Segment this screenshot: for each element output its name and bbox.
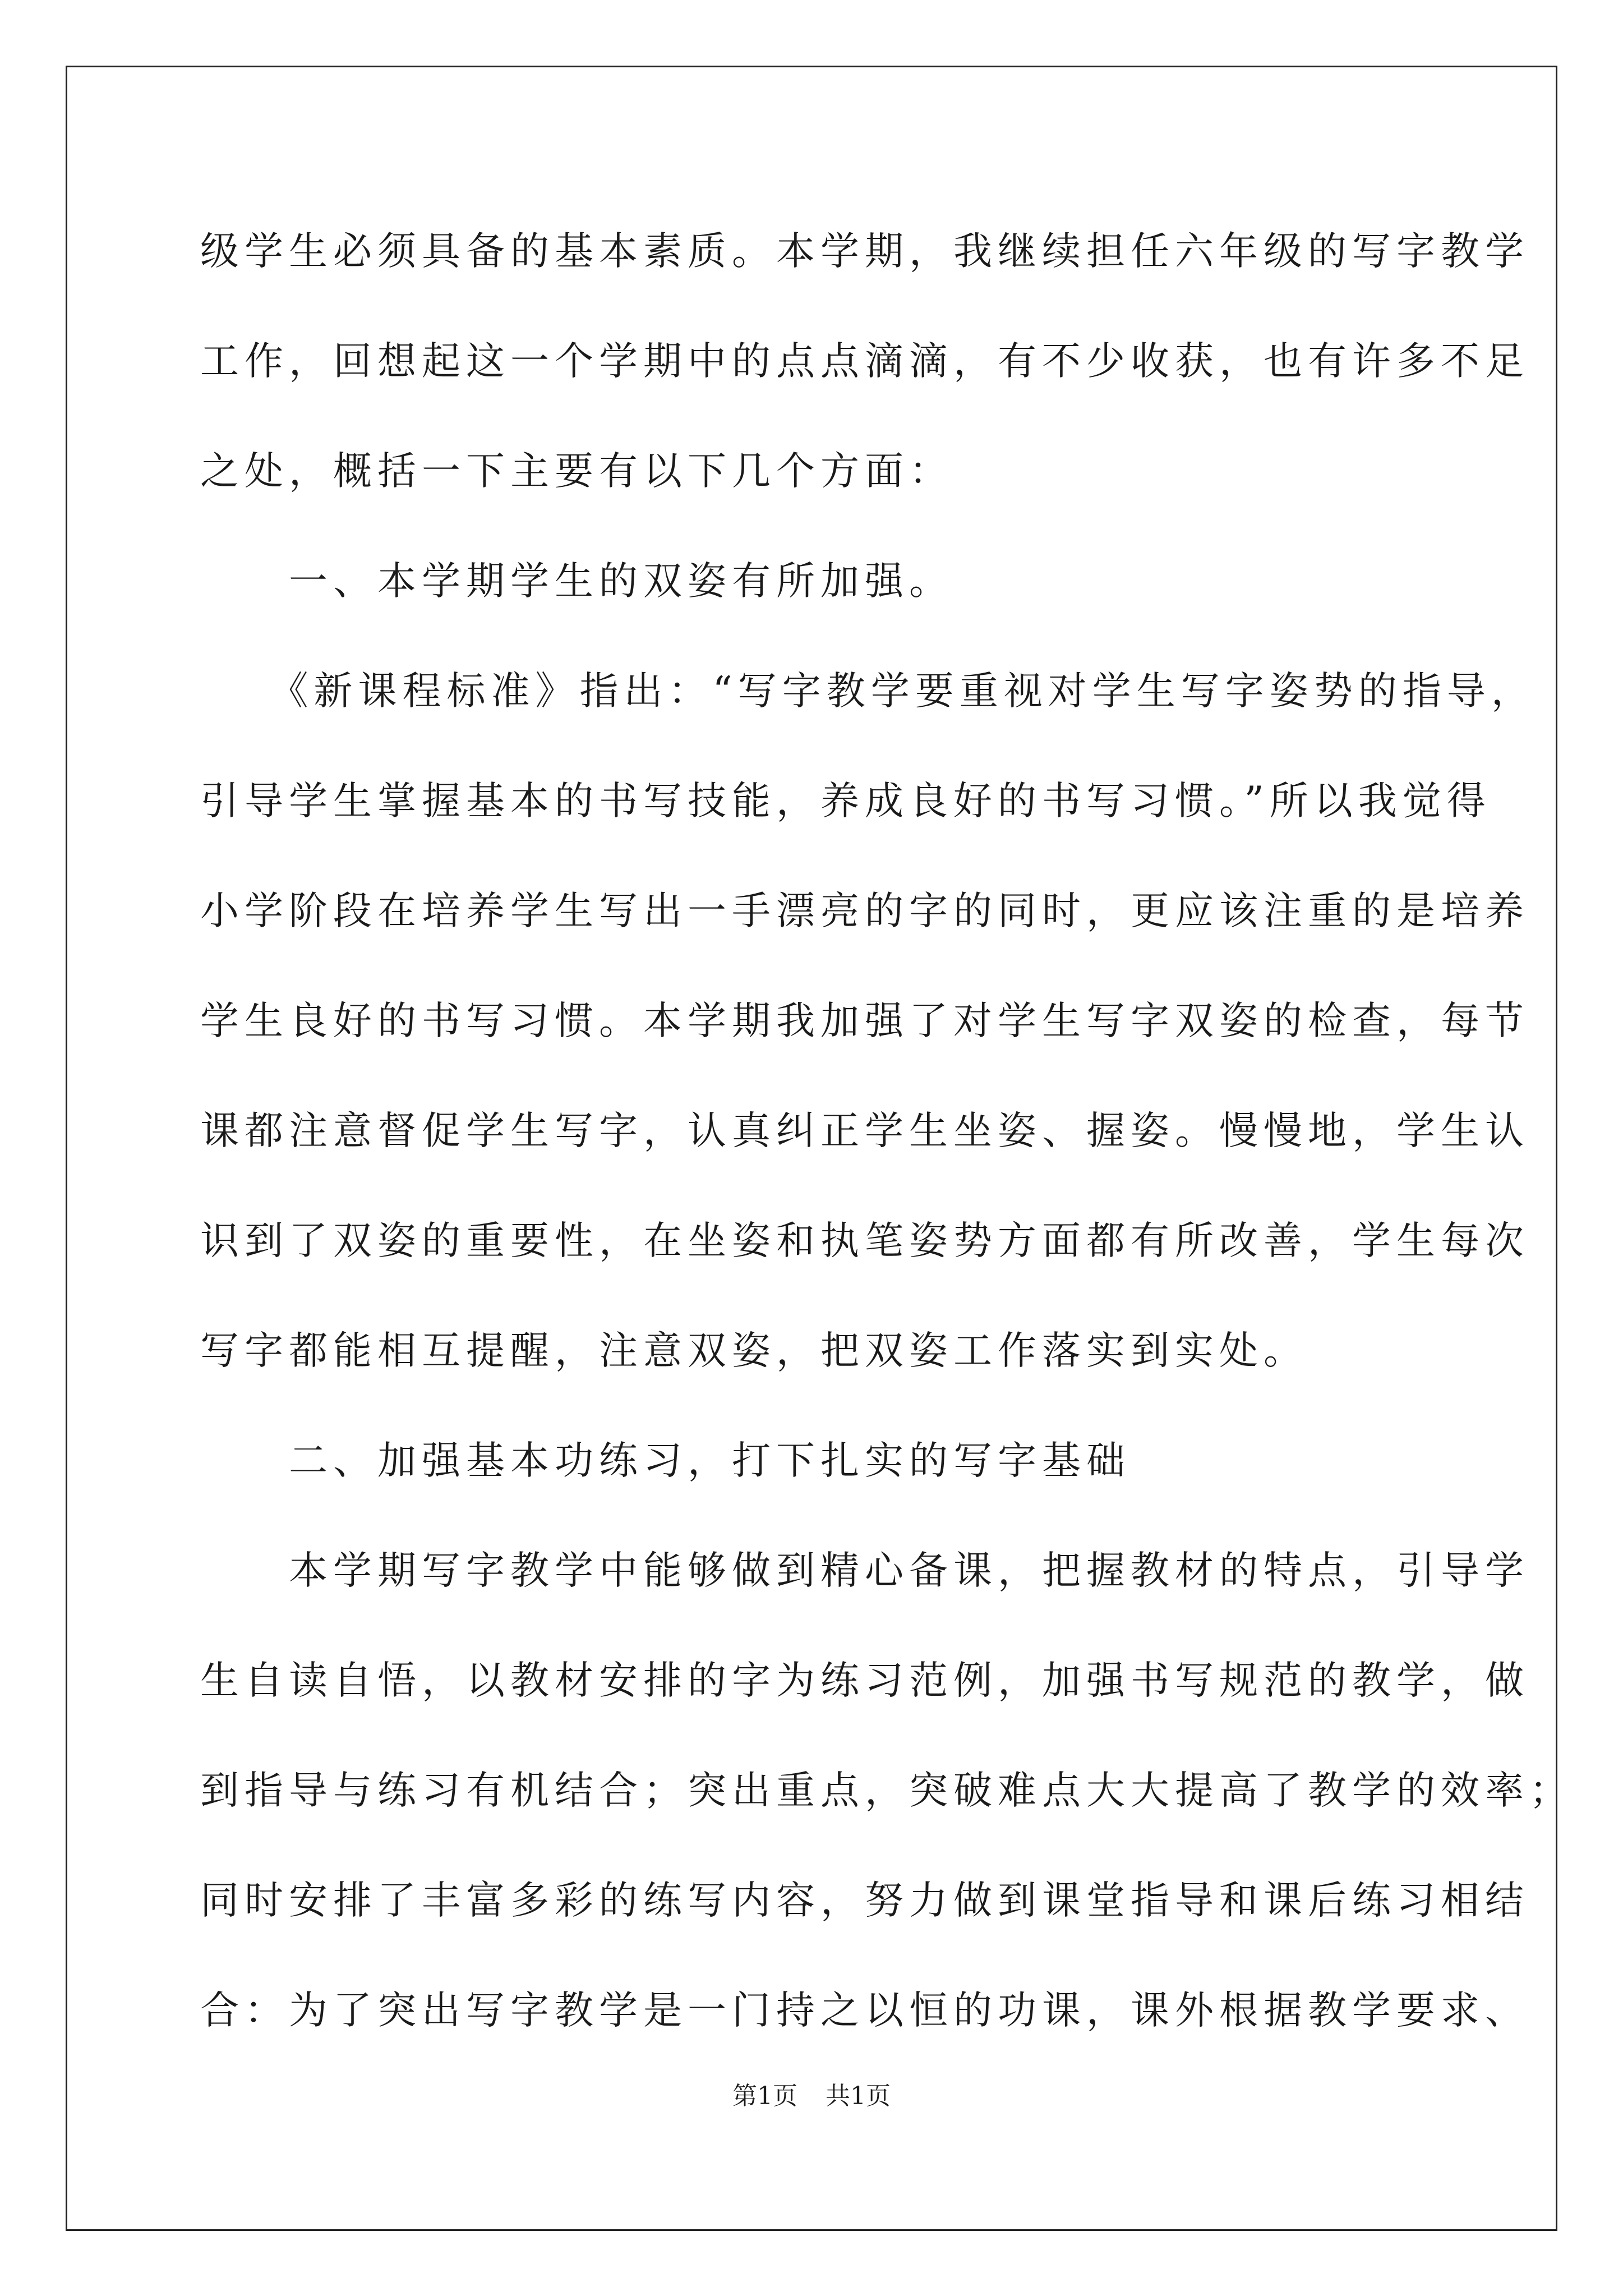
page-total: 共1页 <box>826 2082 891 2110</box>
body-line: 写字都能相互提醒，注意双姿，把双姿工作落实到实处。 <box>200 1328 1308 1373</box>
body-line: 到指导与练习有机结合；突出重点，突破难点大大提高了教学的效率； <box>200 1768 1574 1813</box>
body-line: 课都注意督促学生写字，认真纠正学生坐姿、握姿。慢慢地，学生认 <box>200 1108 1529 1153</box>
body-line: 本学期写字教学中能够做到精心备课，把握教材的特点，引导学 <box>200 1548 1529 1593</box>
body-line: 学生良好的书写习惯。本学期我加强了对学生写字双姿的检查，每节 <box>200 999 1529 1043</box>
body-line: 合：为了突出写字教学是一门持之以恒的功课，课外根据教学要求、 <box>200 1988 1529 2033</box>
section-heading: 一、本学期学生的双姿有所加强。 <box>200 559 953 604</box>
body-line: 识到了双姿的重要性，在坐姿和执笔姿势方面都有所改善，学生每次 <box>200 1218 1529 1263</box>
page-number: 第1页 <box>732 2082 797 2110</box>
body-line: 《新课程标准》指出：“写字教学要重视对学生写字姿势的指导， <box>200 669 1536 714</box>
document-body <box>200 212 1574 2081</box>
body-line: 同时安排了丰富多彩的练写内容，努力做到课堂指导和课后练习相结 <box>200 1878 1529 1923</box>
body-line: 生自读自悟，以教材安排的字为练习范例，加强书写规范的教学，做 <box>200 1658 1529 1703</box>
body-line: 级学生必须具备的基本素质。本学期，我继续担任六年级的写字教学 <box>200 229 1529 274</box>
body-line: 引导学生掌握基本的书写技能，养成良好的书写习惯。”所以我觉得 <box>200 779 1491 823</box>
body-line: 工作，回想起这一个学期中的点点滴滴，有不少收获，也有许多不足 <box>200 339 1529 384</box>
page-footer <box>0 2076 1623 2111</box>
body-line: 之处，概括一下主要有以下几个方面： <box>200 449 953 494</box>
section-heading: 二、加强基本功练习，打下扎实的写字基础 <box>200 1438 1131 1483</box>
body-line: 小学阶段在培养学生写出一手漂亮的字的同时，更应该注重的是培养 <box>200 889 1529 933</box>
